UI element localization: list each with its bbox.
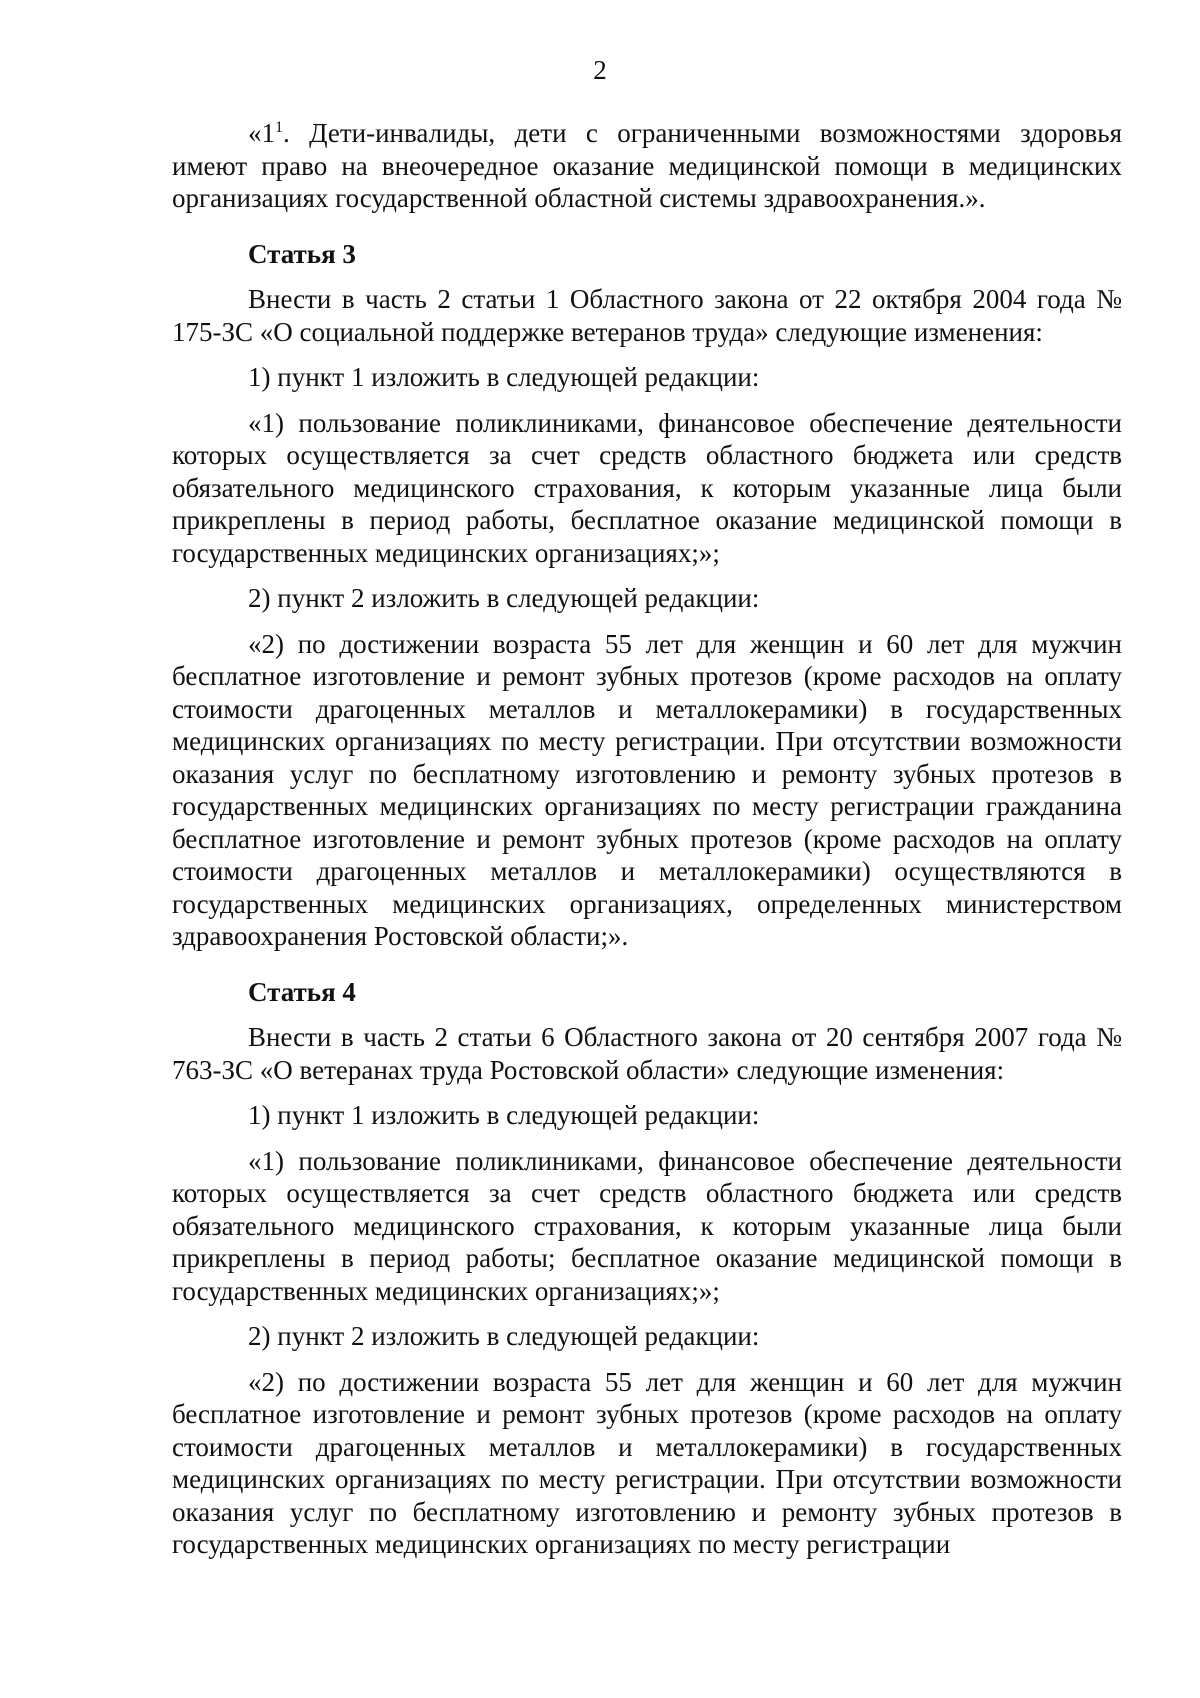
article-3-point-2-instruction: 2) пункт 2 изложить в следующей редакции:	[248, 583, 760, 613]
article-3-point-2-text: «2) по достижении возраста 55 лет для женщин и 60 лет для мужчин бесплатное изготовление и ремонт зубных протезов (кроме расходов на оплату стоимости драгоценных металлов и металлокерамики) в государственных медицинских организациях по месту регистрации. При отсутствии возможности оказания услуг по бесплатному изготовлению и ремонту зубных протезов в государственных медицинских организациях по месту регистрации гражданина бесплатное изготовление и ремонт зубных протезов (кроме расходов на оплату стоимости драгоценных металлов и металлокерамики) осуществляются в государственных медицинских организациях, определенных министерством здравоохранения Ростовской области;».	[172, 628, 1122, 951]
item-1-1-text: . Дети-инвалиды, дети с ограниченными возможностями здоровья имеют право на внеочередное оказание медицинской помощи в медицинских организациях государственной областной системы здравоохранения.».	[172, 118, 1122, 213]
document-body	[172, 117, 1122, 1561]
article-3-point-1-instruction: 1) пункт 1 изложить в следующей редакции:	[248, 362, 760, 392]
article-4-heading: Статья 4	[248, 976, 356, 1007]
item-1-1-open: «1	[248, 118, 275, 148]
article-4-point-2-instruction: 2) пункт 2 изложить в следующей редакции:	[248, 1321, 760, 1351]
page-number: 2	[593, 55, 607, 85]
article-3-intro: Внести в часть 2 статьи 1 Областного закона от 22 октября 2004 года № 175-ЗС «О социальной поддержке ветеранов труда» следующие изменения:	[172, 284, 1122, 347]
item-1-1-paragraph	[172, 117, 1122, 215]
article-4-intro: Внести в часть 2 статьи 6 Областного закона от 20 сентября 2007 года № 763-ЗС «О ветеранах труда Ростовской области» следующие изменения:	[172, 1022, 1122, 1085]
article-4-point-2-text: «2) по достижении возраста 55 лет для женщин и 60 лет для мужчин бесплатное изготовление и ремонт зубных протезов (кроме расходов на оплату стоимости драгоценных металлов и металлокерамики) в государственных медицинских организациях по месту регистрации. При отсутствии возможности оказания услуг по бесплатному изготовлению и ремонту зубных протезов в государственных медицинских организациях по месту регистрации	[172, 1366, 1122, 1559]
item-1-1-superscript: 1	[275, 119, 283, 136]
article-4-point-1-instruction: 1) пункт 1 изложить в следующей редакции:	[248, 1100, 760, 1130]
article-3-heading: Статья 3	[248, 238, 356, 269]
article-4-point-1-text: «1) пользование поликлиниками, финансовое обеспечение деятельности которых осуществляется за счет средств областного бюджета или средств обязательного медицинского страхования, к которым указанные лица были прикреплены в период работы; бесплатное оказание медицинской помощи в государственных медицинских организациях;»;	[172, 1145, 1122, 1306]
article-3-point-1-text: «1) пользование поликлиниками, финансовое обеспечение деятельности которых осуществляется за счет средств областного бюджета или средств обязательного медицинского страхования, к которым указанные лица были прикреплены в период работы, бесплатное оказание медицинской помощи в государственных медицинских организациях;»;	[172, 407, 1122, 568]
